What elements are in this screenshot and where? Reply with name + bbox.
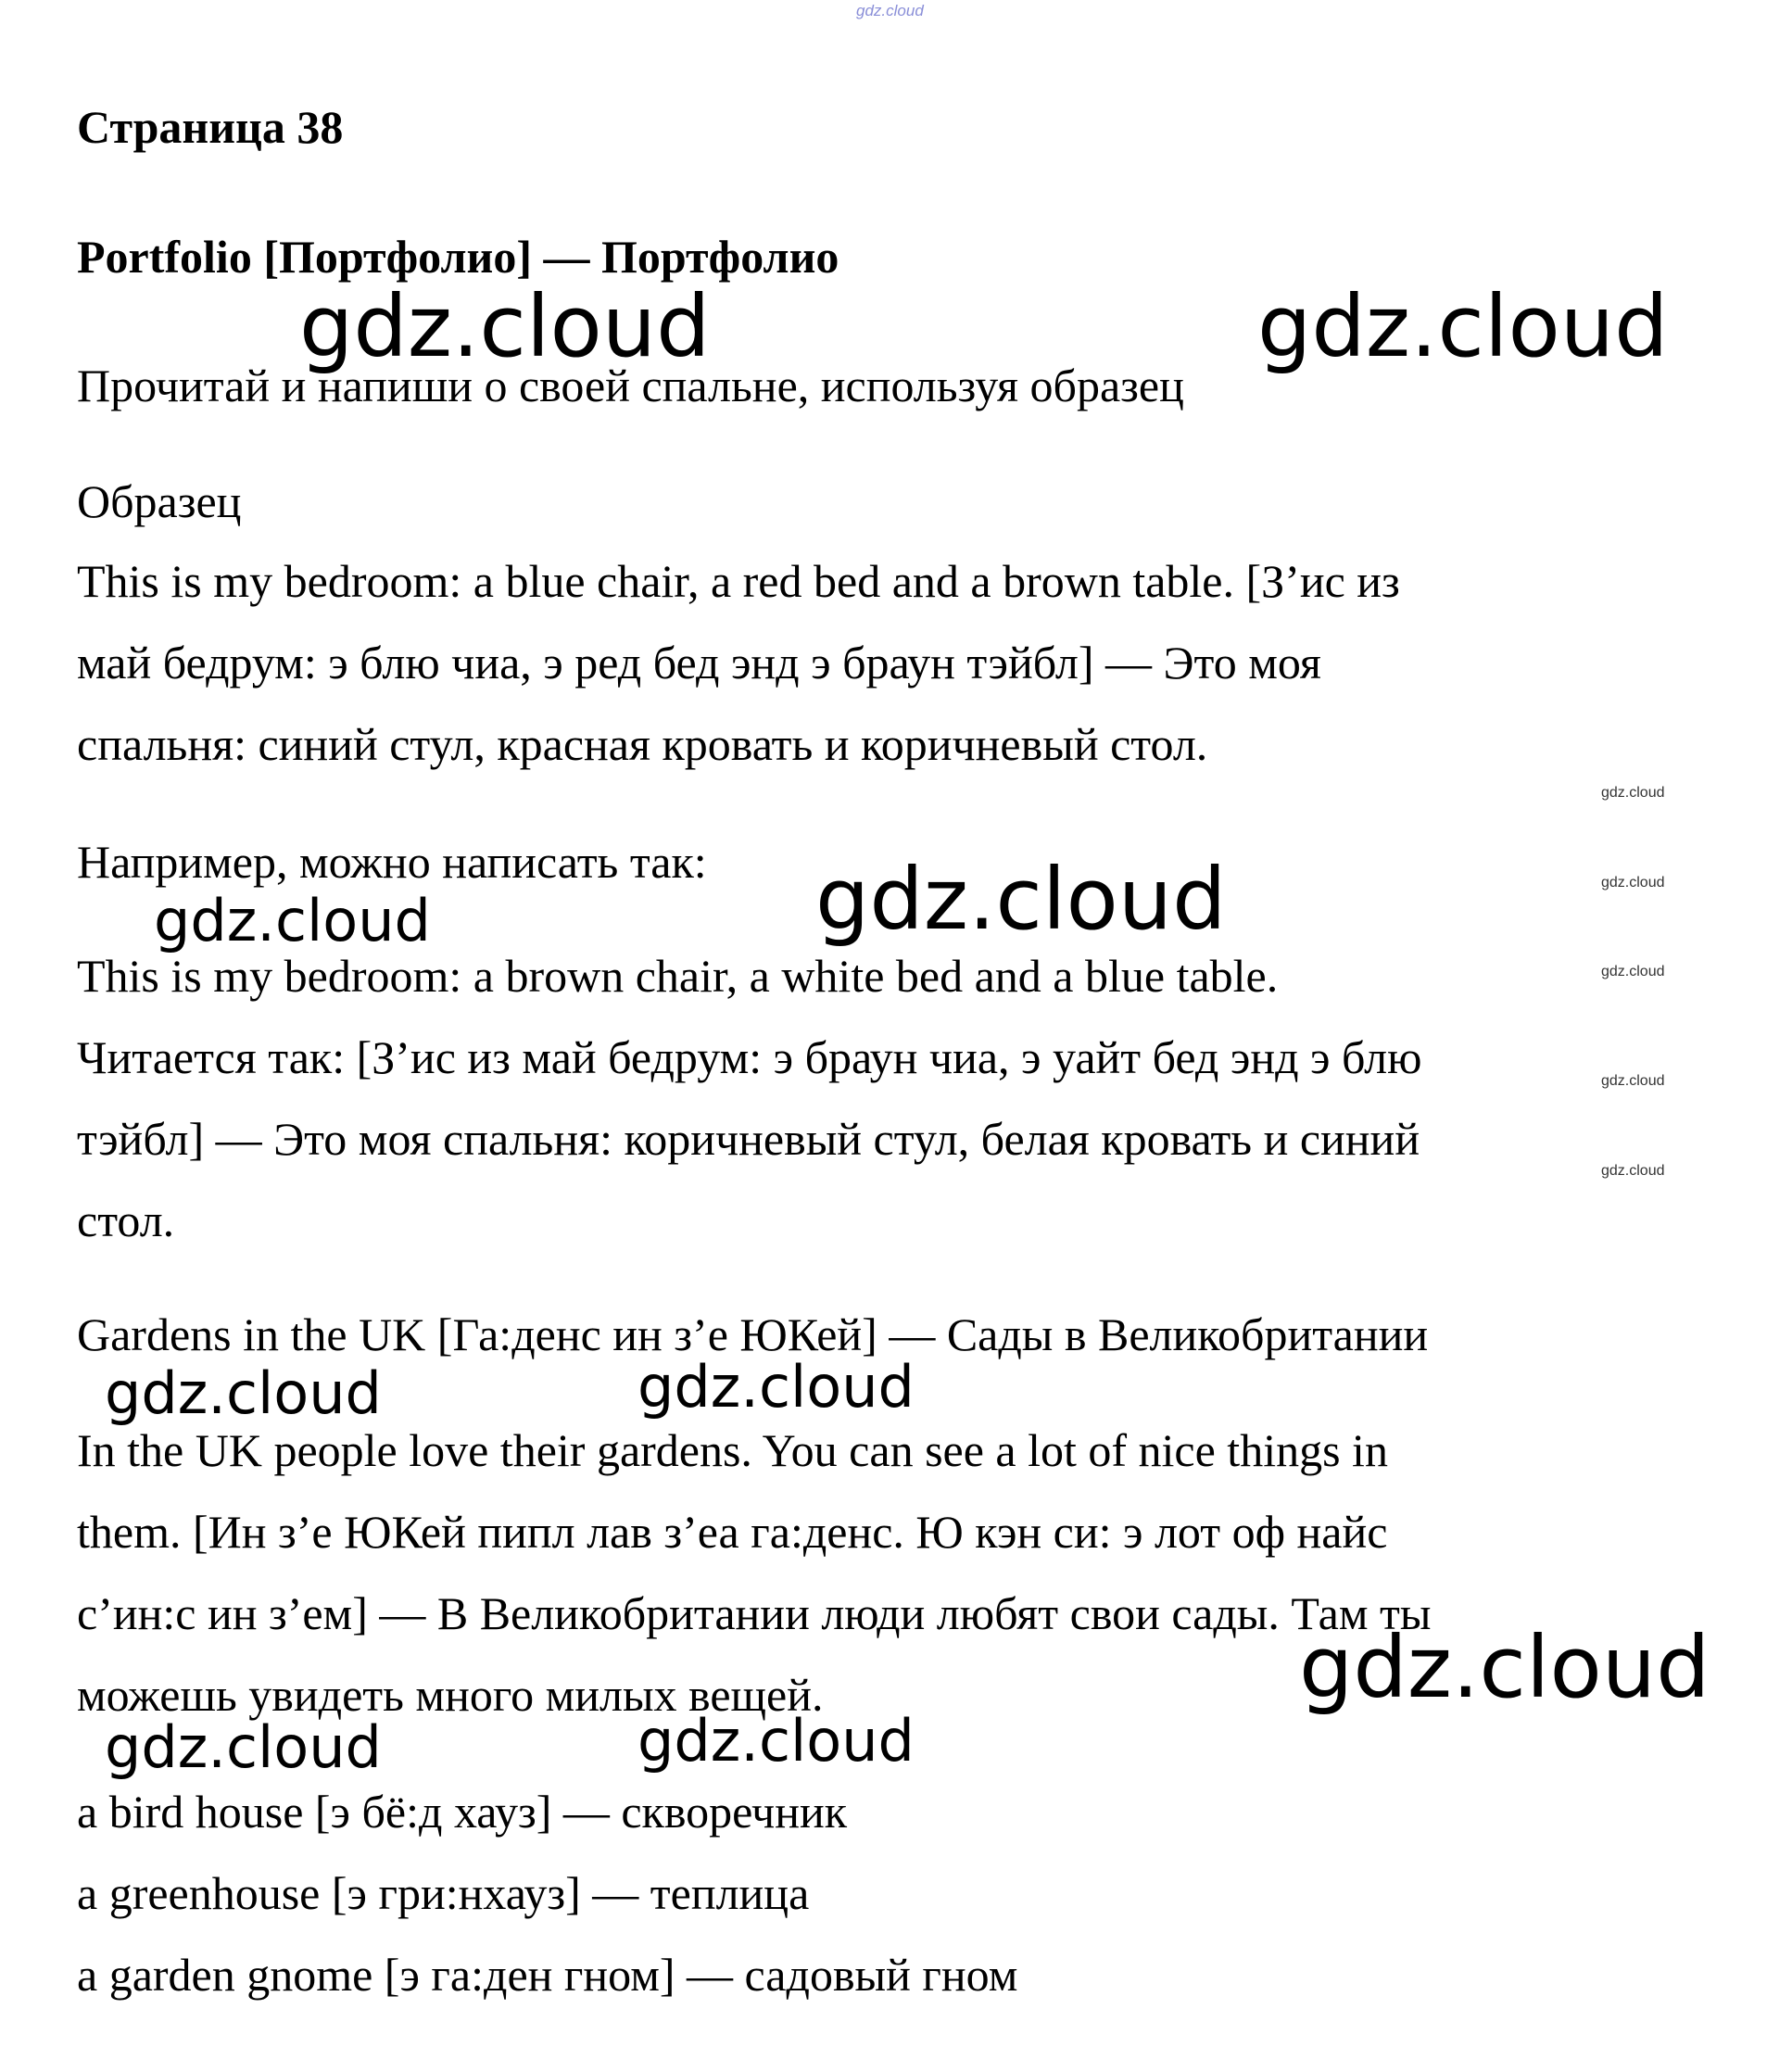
instruction-text: Прочитай и напиши о своей спальне, используя образец (77, 360, 1184, 411)
gardens-title: Gardens in the UK [Га:денс ин з’е ЮКей] — Сады в Великобритании (77, 1308, 1429, 1360)
gardens-line-2: them. [Ин з’е ЮКей пипл лав з’еа га:денс. Ю кэн си: э лот оф найс (77, 1506, 1388, 1558)
watermark: gdz.cloud (154, 887, 431, 954)
sample-line-2: май бедрум: э блю чиа, э ред бед энд э браун тэйбл] — Это моя (77, 637, 1321, 689)
watermark: gdz.cloud (637, 1353, 915, 1421)
watermark: gdz.cloud (1299, 1618, 1710, 1717)
example-intro: Например, можно написать так: (77, 836, 707, 888)
section-title-portfolio: Portfolio [Портфолио] — Портфолио (77, 231, 839, 283)
page-heading: Страница 38 (77, 101, 344, 153)
example-line-4: стол. (77, 1194, 175, 1246)
watermark: gdz.cloud (637, 1707, 915, 1775)
example-line-3: тэйбл] — Это моя спальня: коричневый стул, белая кровать и синий (77, 1113, 1420, 1165)
watermark: gdz.cloud (105, 1359, 382, 1427)
watermark: gdz.cloud (1601, 875, 1665, 891)
example-line-1: This is my bedroom: a brown chair, a white bed and a blue table. (77, 950, 1279, 1002)
vocab-item-greenhouse: a greenhouse [э гри:нхауз] — теплица (77, 1867, 810, 1919)
watermark: gdz.cloud (105, 1713, 382, 1781)
vocab-item-bird-house: a bird house [э бё:д хауз] — скворечник (77, 1786, 848, 1838)
sample-line-1: This is my bedroom: a blue chair, a red bed and a brown table. [З’ис из (77, 555, 1400, 607)
watermark: gdz.cloud (1601, 1073, 1665, 1089)
watermark: gdz.cloud (1601, 1163, 1665, 1179)
example-line-2: Читается так: [З’ис из май бедрум: э браун чиа, э уайт бед энд э блю (77, 1031, 1422, 1083)
watermark: gdz.cloud (815, 850, 1227, 949)
top-watermark: gdz.cloud (856, 2, 924, 19)
sample-line-3: спальня: синий стул, красная кровать и коричневый стол. (77, 718, 1208, 770)
sample-label: Образец (77, 475, 242, 527)
gardens-line-1: In the UK people love their gardens. You can see a lot of nice things in (77, 1424, 1388, 1476)
gardens-line-4: можешь увидеть много милых вещей. (77, 1669, 824, 1721)
watermark: gdz.cloud (1257, 277, 1669, 376)
watermark: gdz.cloud (1601, 964, 1665, 979)
watermark: gdz.cloud (299, 277, 711, 376)
vocab-item-garden-gnome: a garden gnome [э га:ден гном] — садовый гном (77, 1949, 1018, 2001)
gardens-line-3: с’ин:с ин з’ем] — В Великобритании люди любят свои сады. Там ты (77, 1587, 1432, 1639)
watermark: gdz.cloud (1601, 785, 1665, 801)
